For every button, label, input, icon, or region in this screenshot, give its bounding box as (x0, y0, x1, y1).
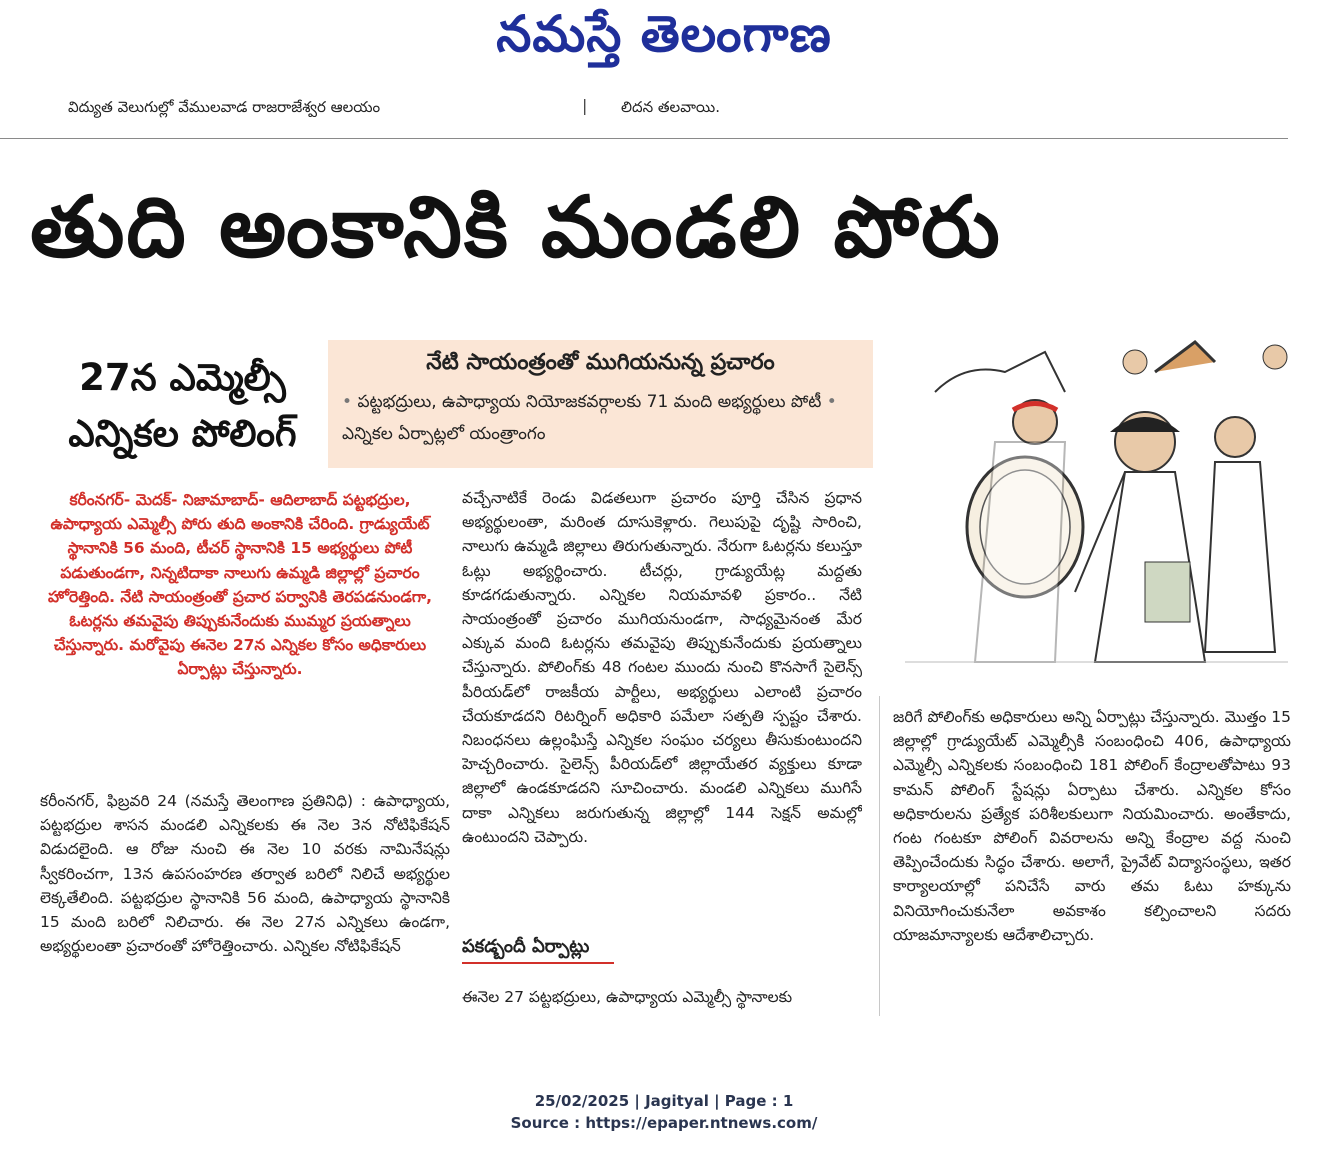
column-divider (879, 696, 880, 1016)
footer-source-line[interactable]: Source : https://epaper.ntnews.com/ (510, 1114, 818, 1132)
footer-date-line: 25/02/2025 | Jagityal | Page : 1 (534, 1092, 794, 1110)
bullet-icon: • (826, 392, 837, 412)
subhead-point-1: పట్టభద్రులు, ఉపాధ్యాయ నియోజకవర్గాలకు 71 మంది అభ్యర్థులు పోటీ (357, 392, 822, 412)
article-column-1 (40, 789, 450, 1013)
column-3-text: జరిగే పోలింగ్‌కు అధికారులు అన్ని ఏర్పాట్లు చేస్తున్నారు. మొత్తం 15 జిల్లాల్లో గ్రాడ్యుయేట్‌ ఎమ్మెల్సీకి సంబంధించి 406, ఉపాధ్యాయ ఎమ్మెల్సీ ఎన్నికలకు సంబంధించి 181 పోలింగ్‌ కేంద్రాలతోపాటు 93 కామన్‌ పోలింగ్‌ స్టేషన్లు ఏర్పాటు చేశారు. ఎన్నికల కోసం అధికారులను ప్రత్యేక పరిశీలకులుగా నియమించారు. అంతేకాదు, గంట గంటకూ పోలింగ్‌ వివరాలను అన్ని కేంద్రాల వద్ద నుంచి తెప్పించేందుకు సిద్ధం చేశారు. అలాగే, ప్రైవేట్‌ విద్యాసంస్థలు, ఇతర కార్యాలయాల్లో పనిచేసే వారు తమ ఓటు హక్కును వినియోగించుకునేలా అవకాశం కల్పించాలని సదరు యాజమాన్యాలకు ఆదేశాలిచ్చారు. (893, 708, 1291, 944)
masthead-logo: నమస్తే తెలంగాణ (496, 4, 832, 63)
lead-paragraph (40, 488, 440, 766)
campaign-illustration (905, 332, 1288, 692)
subhead-point-2: ఎన్నికల ఏర్పాట్లలో యంత్రాంగం (342, 424, 546, 444)
column-2-text: వచ్చేనాటికే రెండు విడతలుగా ప్రచారం పూర్తి చేసిన ప్రధాన అభ్యర్థులంతా, మరింత దూసుకెళ్లారు. గెలుపుపై దృష్టి సారించి, నాలుగు ఉమ్మడి జిల్లాలు తిరుగుతున్నారు. నేరుగా ఓటర్లను కలుస్తూ ఓట్లు అభ్యర్థించారు. టీచర్లు, గ్రాడ్యుయేట్ల మద్దతు కూడగడుతున్నారు. ఎన్నికల నియమావళి ప్రకారం.. నేటి సాయంత్రంతో ప్రచారం ముగియనుండగా, సాధ్యమైనంత మేర ఎక్కువ మంది ఓటర్లను తమవైపు తిప్పుకునేందుకు ప్రయత్నాలు చేస్తున్నారు. పోలింగ్‌కు 48 గంటల ముందు నుంచి కొనసాగే సైలెన్స్‌ పీరియడ్‌లో రాజకీయ పార్టీలు, అభ్యర్థులు ఎలాంటి ప్రచారం చేయకూడదని రిటర్నింగ్‌ అధికారి పమేలా సత్పతి స్పష్టం చేశారు. నిబంధనలు ఉల్లంఘిస్తే ఎన్నికల సంఘం చర్యలు తీసుకుంటుందని హెచ్చరించారు. సైలెన్స్‌ పీరియడ్‌లో జిల్లాయేతర వ్యక్తులు కూడా జిల్లాలో ఉండకూడదని సూచించారు. మండలి ఎన్నికలు ముగిసే దాకా ఎన్నికలు జరుగుతున్న జిల్లాల్లో 144 సెక్షన్‌ అమల్లో ఉంటుందని చెప్పారు. (462, 489, 862, 846)
top-strip-left: విద్యుత వెలుగుల్లో వేములవాడ రాజరాజేశ్వర ఆలయం (68, 98, 381, 116)
column-2-continued-text: ఈనెల 27 పట్టభద్రులు, ఉపాధ్యాయ ఎమ్మెల్సీ స్థానాలకు (462, 988, 793, 1006)
article-column-3 (893, 705, 1291, 1015)
subhead-title: నేటి సాయంత్రంతో ముగియనున్న ప్రచారం (426, 350, 775, 375)
article-column-2 (462, 486, 862, 922)
article-column-2-continued (462, 985, 862, 1011)
bullet-icon: • (342, 392, 353, 412)
column-1-text: కరీంనగర్‌, ఫిబ్రవరి 24 (నమస్తే తెలంగాణ ప్రతినిధి) : ఉపాధ్యాయ, పట్టభద్రుల శాసన మండలి ఎన్నికలకు ఈ నెల 3న నోటిఫికేషన్‌ విడుదలైంది. ఆ రోజు నుంచి ఈ నెల 10 వరకు నామినేషన్లు స్వీకరించగా, 13న ఉపసంహరణ తర్వాత బరిలో నిలిచే అభ్యర్థుల లెక్కతేలింది. పట్టభద్రుల స్థానానికి 56 మంది, ఉపాధ్యాయ స్థానానికి 15 మంది బరిలో నిలిచారు. ఈ నెల 27న ఎన్నికలు ఉండగా, అభ్యర్థులంతా ప్రచారంతో హోరెత్తించారు. ఎన్నికల నోటిఫికేషన్‌ (40, 792, 450, 956)
top-strip-right: లిదన తలవాయి. (621, 98, 720, 116)
kicker: 27న ఎమ్మెల్సీ ఎన్నికల పోలింగ్ (68, 356, 297, 455)
headline: తుది అంకానికి మండలి పోరు (30, 178, 1002, 276)
column-2-subheading: పకడ్బందీ ఏర్పాట్లు (462, 936, 590, 957)
top-strip-separator: | (582, 96, 588, 115)
top-rule (0, 138, 1288, 139)
lead-text: కరీంనగర్‌- మెదక్‌- నిజామాబాద్‌- ఆదిలాబాద్‌ పట్టభద్రుల, ఉపాధ్యాయ ఎమ్మెల్సీ పోరు తుది అంకానికి చేరింది. గ్రాడ్యుయేట్‌ స్థానానికి 56 మంది, టీచర్‌ స్థానానికి 15 అభ్యర్థులు పోటీ పడుతుండగా, నిన్నటిదాకా నాలుగు ఉమ్మడి జిల్లాల్లో ప్రచారం హోరెత్తింది. నేటి సాయంత్రంతో ప్రచార పర్వానికి తెరపడనుండగా, ఓటర్లను తమవైపు తిప్పుకునేందుకు ముమ్మర ప్రయత్నాలు చేస్తున్నారు. మరోవైపు ఈనెల 27న ఎన్నికల కోసం అధికారులు ఏర్పాట్లు చేస్తున్నారు. (47, 491, 433, 679)
subheading-rule (462, 962, 614, 964)
page-footer (0, 1090, 1328, 1134)
subhead-box (328, 340, 873, 468)
subhead-points (342, 386, 859, 450)
